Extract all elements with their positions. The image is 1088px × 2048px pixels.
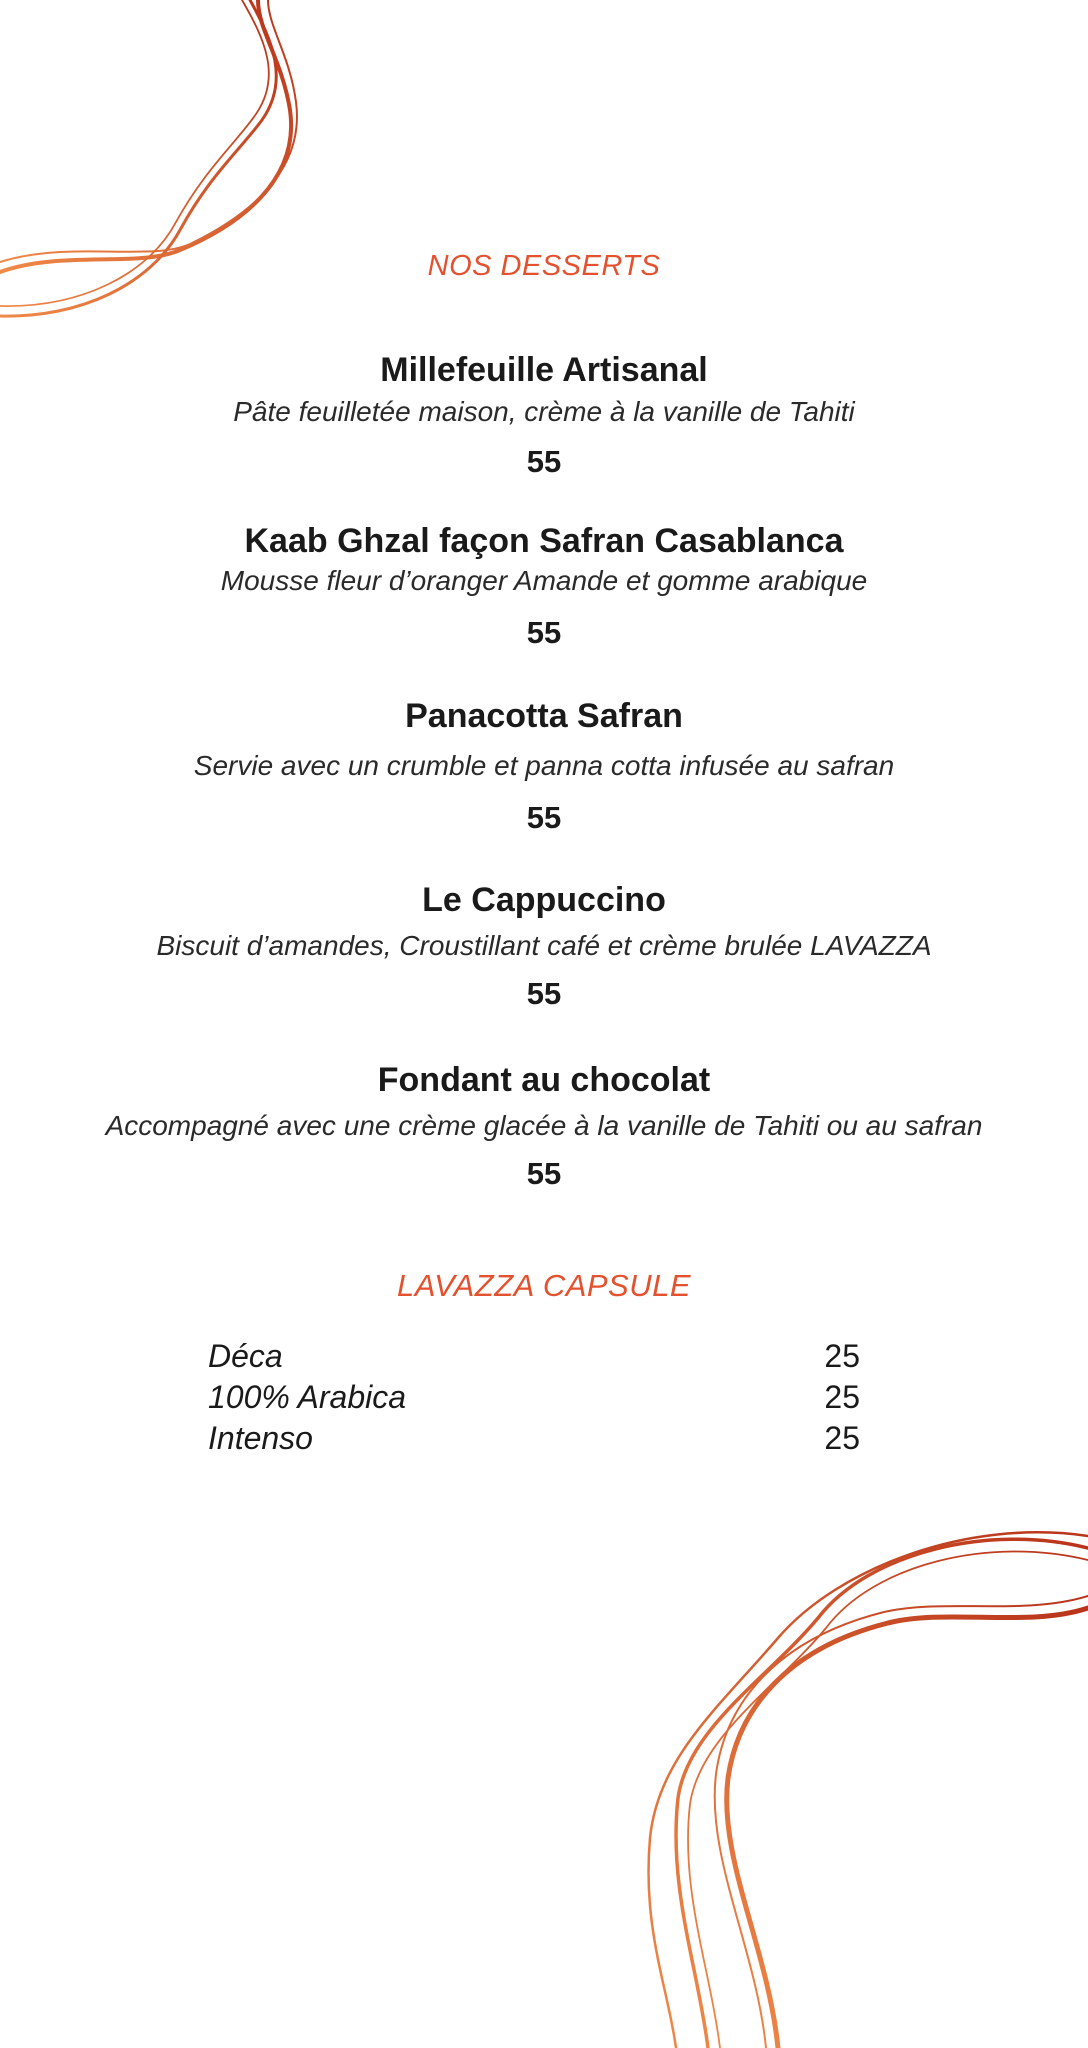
list-item: [208, 1336, 860, 1377]
dish-item: [0, 350, 1088, 482]
dish-price: 55: [526, 800, 562, 835]
dish-name: Millefeuille Artisanal: [380, 351, 708, 389]
dish-description: Pâte feuilletée maison, crème à la vanille de Tahiti: [233, 396, 855, 427]
dish-name: Kaab Ghzal façon Safran Casablanca: [244, 522, 844, 560]
capsule-name: Déca: [208, 1338, 283, 1374]
section-title-capsules: LAVAZZA CAPSULE: [396, 1268, 692, 1303]
dish-price: 55: [526, 1156, 562, 1191]
capsule-price: 25: [824, 1420, 860, 1456]
dish-description: Mousse fleur d’oranger Amande et gomme arabique: [220, 565, 868, 596]
section-title-desserts: NOS DESSERTS: [427, 250, 661, 282]
capsule-list: [208, 1336, 860, 1459]
dish-name: Le Cappuccino: [422, 881, 666, 919]
dish-name: Panacotta Safran: [405, 697, 683, 735]
dish-price: 55: [526, 615, 562, 650]
dish-price: 55: [526, 444, 562, 479]
dish-item: [0, 696, 1088, 838]
capsule-price: 25: [824, 1338, 860, 1374]
capsule-name: Intenso: [208, 1420, 313, 1456]
ornament-bottom-right: [628, 1528, 1088, 2048]
dish-description: Biscuit d’amandes, Croustillant café et crème brulée LAVAZZA: [156, 930, 932, 961]
dish-name: Fondant au chocolat: [377, 1061, 711, 1099]
dish-price: 55: [526, 976, 562, 1011]
dish-item: [0, 521, 1088, 653]
list-item: [208, 1377, 860, 1418]
list-item: [208, 1418, 860, 1459]
dish-item: [0, 880, 1088, 1014]
capsule-price: 25: [824, 1379, 860, 1415]
dish-description: Accompagné avec une crème glacée à la vanille de Tahiti ou au safran: [105, 1110, 983, 1141]
dish-item: [0, 1060, 1088, 1194]
capsule-name: 100% Arabica: [208, 1379, 407, 1415]
dish-description: Servie avec un crumble et panna cotta infusée au safran: [193, 750, 895, 781]
